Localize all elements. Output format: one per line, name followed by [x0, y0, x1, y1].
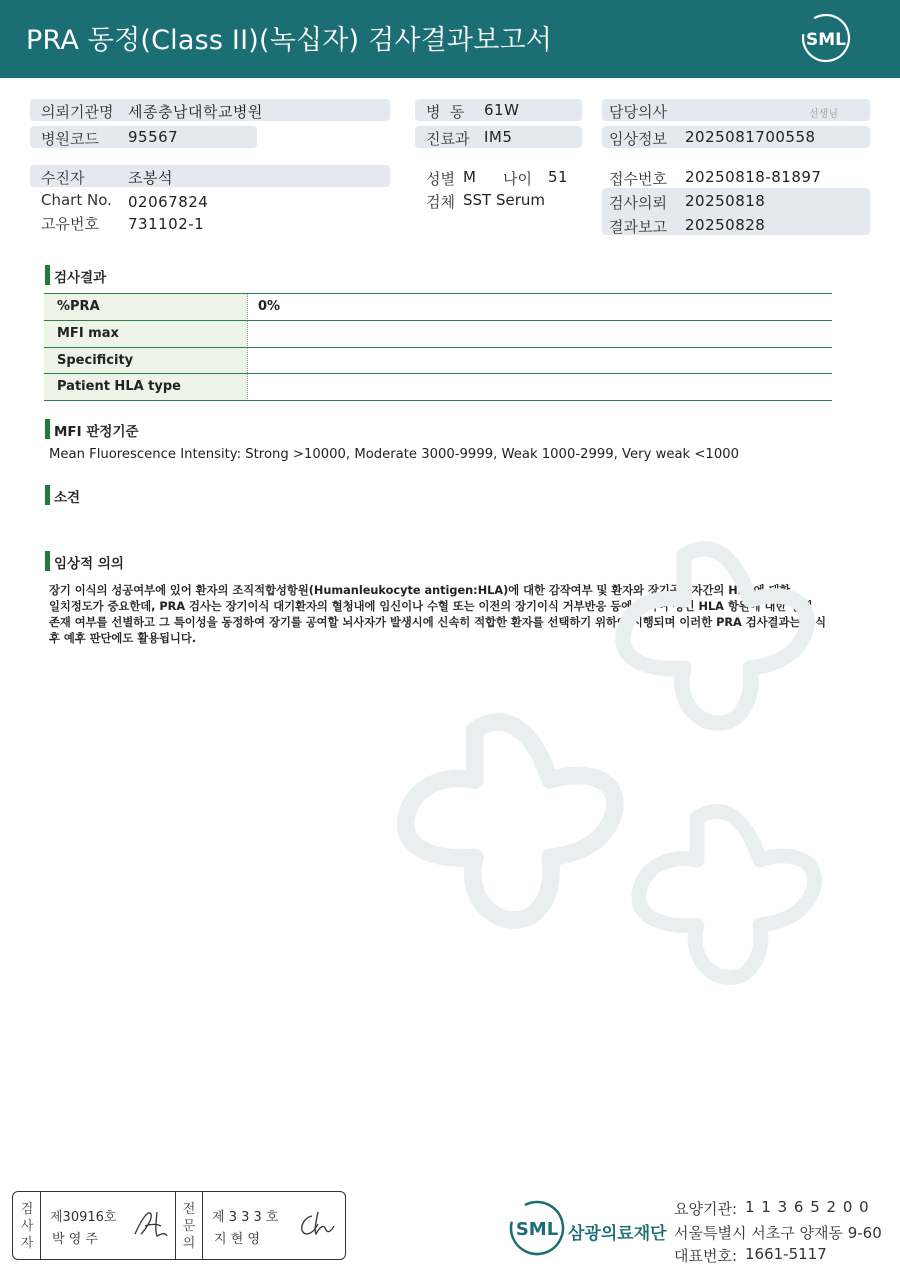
examiner-label: 검사자 [20, 1202, 34, 1251]
results-section-title: 검사결과 [54, 270, 107, 286]
agency-number: 1 1 3 6 5 2 0 0 [745, 1198, 870, 1216]
row-label: Patient HLA type [57, 379, 181, 394]
doctor-suffix: 선생님 [809, 109, 838, 120]
patient-label: 수진자 [41, 169, 85, 187]
row-value: 0% [258, 299, 281, 314]
clinical-text-line: 존재 여부를 선별하고 그 특이성을 동정하여 장기를 공여할 뇌사자가 발생시에 신속히 적합한 환자를 선택하기 위하여 시행되며 이러한 PRA 검사결과는 이식 [49, 616, 827, 629]
specialist-signature [296, 1206, 340, 1242]
ward-value: 61W [484, 101, 520, 119]
sml-logo-text: SML [806, 30, 846, 50]
chart-label: Chart No. [41, 191, 112, 209]
mfi-section-title: MFI 판정기준 [54, 424, 139, 440]
results-section-marker [45, 265, 50, 285]
uid-value: 731102-1 [128, 215, 205, 233]
clinical-value: 2025081700558 [685, 128, 816, 146]
sex-label: 성별 [426, 170, 455, 188]
row-label: %PRA [57, 299, 100, 314]
uid-label: 고유번호 [41, 215, 99, 233]
ward-label: 병 동 [426, 103, 465, 121]
footer-sml-logo [508, 1199, 566, 1257]
hospital-value: 세종충남대학교병원 [128, 103, 263, 121]
signature-box [12, 1191, 346, 1260]
clinical-text-line: 장기 이식의 성공여부에 있어 환자의 조직적합성항원(Humanleukocyte antigen:HLA)에 대한 감작여부 및 환자와 장기공여자간의 HLA에 대한 [49, 584, 791, 597]
agency-label: 요양기관: [674, 1200, 738, 1218]
specimen-label: 검체 [426, 193, 455, 211]
report-title: PRA 동정(Class II)(녹십자) 검사결과보고서 [26, 25, 553, 56]
specialist-license: 제 3 3 3 호 [212, 1210, 279, 1225]
patient-value: 조봉석 [128, 169, 173, 187]
table-bottom-rule [44, 400, 832, 401]
request-label: 검사의뢰 [609, 194, 667, 212]
opinion-section-marker [45, 485, 50, 505]
address: 서울특별시 서초구 양재동 9-60 [674, 1224, 882, 1242]
clinical-text-line: 후 예후 판단에도 활용됩니다. [49, 632, 197, 645]
clinical-section-title: 임상적 의의 [54, 556, 124, 572]
table-row [44, 347, 832, 375]
examiner-signature [131, 1206, 171, 1242]
row-label: Specificity [57, 353, 134, 368]
phone-label: 대표번호: [674, 1247, 738, 1265]
age-label: 나이 [503, 170, 532, 188]
dept-label: 진료과 [426, 130, 470, 148]
org-name: 삼광의료재단 [568, 1224, 667, 1244]
sex-value: M [463, 168, 477, 186]
row-label: MFI max [57, 326, 119, 341]
clinical-section-marker [45, 551, 50, 571]
hospcode-label: 병원코드 [41, 130, 99, 148]
footer-logo-text: SML [515, 1219, 559, 1240]
table-row [44, 320, 832, 348]
mfi-criteria-text: Mean Fluorescence Intensity: Strong >10000, Moderate 3000-9999, Weak 1000-2999, Very weak <1000 [49, 447, 739, 462]
mfi-section-marker [45, 419, 50, 439]
specimen-value: SST Serum [463, 191, 546, 209]
chart-value: 02067824 [128, 193, 209, 211]
clinical-label: 임상정보 [609, 130, 667, 148]
doctor-label: 담당의사 [609, 103, 667, 121]
watermark-cross-icon [340, 530, 900, 1010]
specialist-label: 전문의 [182, 1202, 196, 1251]
examiner-name: 박 영 주 [52, 1232, 98, 1247]
clinical-text-line: 일치정도가 중요한데, PRA 검사는 장기이식 대기환자의 혈청내에 임신이나 수혈 또는 이전의 장기이식 거부반응 등에 의하여 생긴 HLA 항원에 대한 항체 [49, 600, 813, 613]
hospital-label: 의뢰기관명 [41, 103, 114, 121]
report-value: 20250828 [685, 216, 766, 234]
specialist-name: 지 현 영 [214, 1232, 260, 1247]
dept-value: IM5 [484, 128, 513, 146]
table-row [44, 373, 832, 401]
opinion-section-title: 소견 [54, 490, 81, 506]
table-row [44, 293, 832, 321]
request-value: 20250818 [685, 192, 766, 210]
phone-number: 1661-5117 [745, 1245, 827, 1263]
examiner-license: 제30916호 [50, 1210, 117, 1225]
recept-value: 20250818-81897 [685, 168, 822, 186]
age-value: 51 [548, 168, 569, 186]
sml-logo [800, 12, 852, 64]
report-label: 결과보고 [609, 218, 667, 236]
recept-label: 접수번호 [609, 170, 667, 188]
hospcode-value: 95567 [128, 128, 179, 146]
